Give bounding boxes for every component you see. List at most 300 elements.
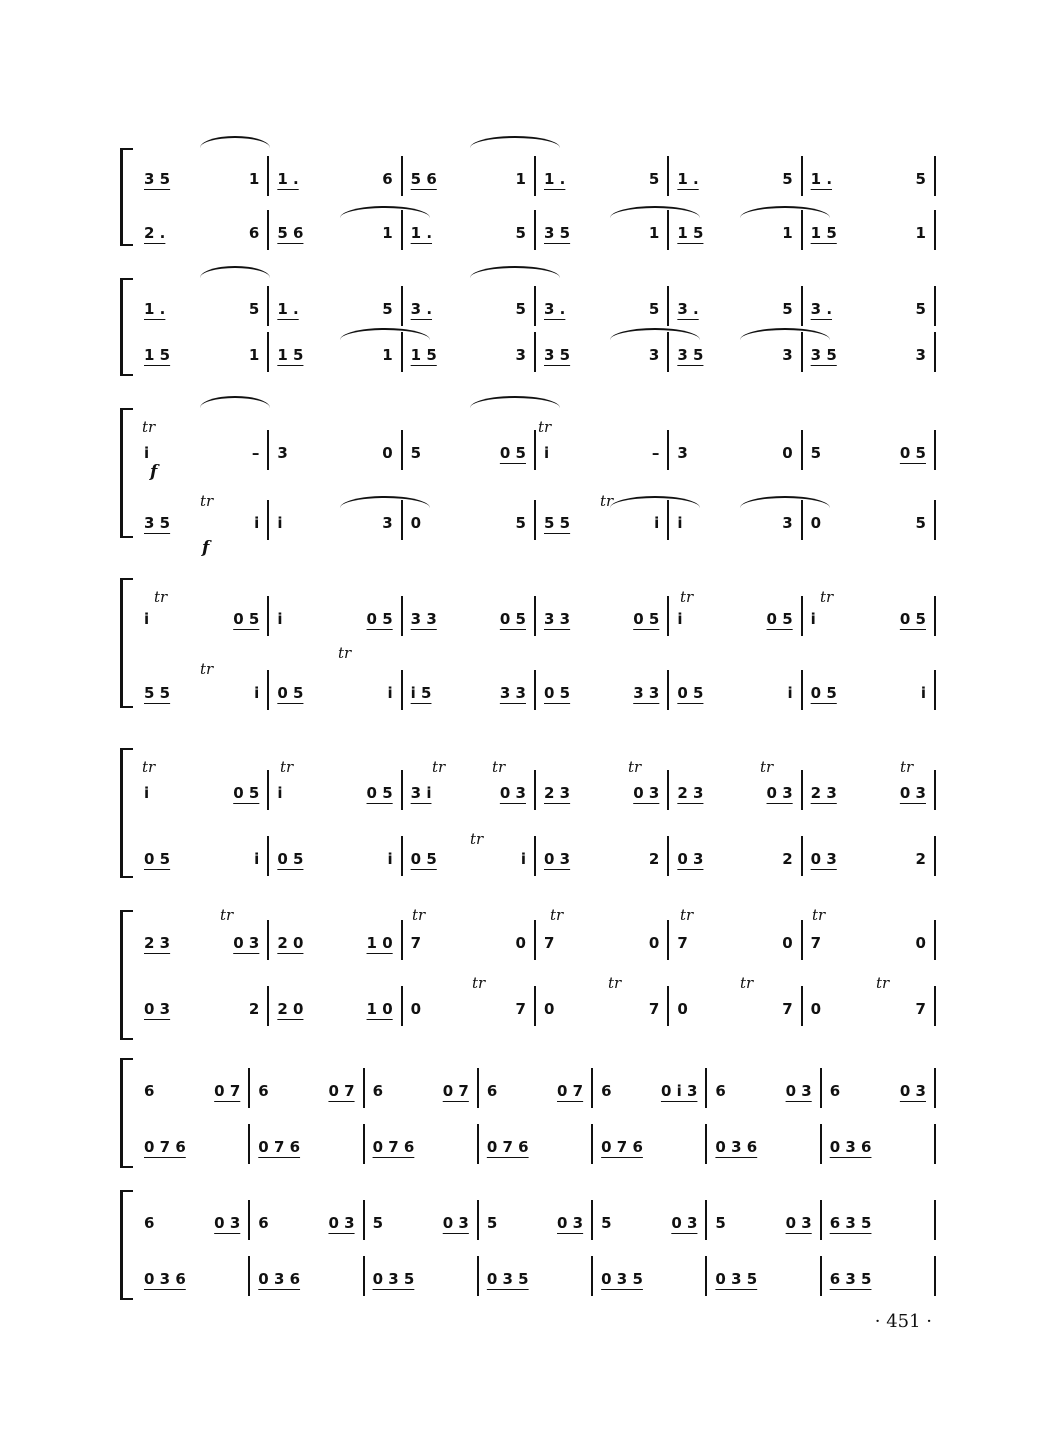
barline: [820, 1068, 822, 1108]
measure: [544, 928, 667, 958]
trill-mark: tr: [492, 758, 506, 776]
barline: [801, 920, 803, 960]
trill-mark: tr: [338, 644, 352, 662]
note-group: 3 5: [144, 170, 171, 188]
page-number: · 451 ·: [874, 1311, 932, 1332]
note-group: i: [144, 784, 150, 802]
note-group: i: [920, 684, 926, 702]
measure: [144, 1264, 248, 1294]
note-group: 6: [144, 1082, 155, 1100]
note-group: 0 3 5: [601, 1270, 643, 1288]
system-bracket: [120, 748, 133, 878]
measure: [144, 438, 267, 468]
note-group: i 5: [410, 684, 432, 702]
note-group: 0: [544, 1000, 555, 1018]
note-group: 7: [915, 1000, 926, 1018]
barline: [401, 770, 403, 810]
note-group: 0 3: [442, 1214, 469, 1232]
note-group: i: [520, 850, 526, 868]
note-group: i: [254, 514, 260, 532]
barline: [591, 1256, 593, 1296]
note-group: 5: [782, 300, 793, 318]
barline: [248, 1256, 250, 1296]
barline: [801, 286, 803, 326]
trill-mark: tr: [470, 830, 484, 848]
barline: [267, 286, 269, 326]
measure: [411, 604, 534, 634]
measure: [277, 164, 400, 194]
barline: [267, 770, 269, 810]
note-group: 3 3: [633, 684, 660, 702]
system-bracket: [120, 148, 133, 246]
note-group: 1 .: [144, 300, 166, 318]
trill-mark: tr: [538, 418, 552, 436]
barline: [363, 1256, 365, 1296]
note-group: 1 0: [366, 934, 393, 952]
measure: [544, 508, 667, 538]
note-group: 0: [810, 1000, 822, 1018]
top-staff: [134, 294, 935, 324]
note-group: 0: [515, 934, 526, 952]
forte-mark: f: [150, 462, 158, 482]
slur: [200, 266, 270, 278]
note-group: 0 3: [810, 850, 837, 868]
barline: [801, 836, 803, 876]
note-group: 5 6: [410, 170, 437, 188]
note-group: 2 0: [277, 934, 304, 952]
trill-mark: tr: [812, 906, 826, 924]
note-group: 6: [258, 1082, 269, 1100]
note-group: 0 5: [410, 850, 437, 868]
slur: [340, 328, 430, 340]
trill-mark: tr: [154, 588, 168, 606]
note-group: 6: [382, 170, 393, 188]
top-staff: [134, 164, 935, 194]
measure: [811, 164, 934, 194]
note-group: i: [787, 684, 793, 702]
measure: [544, 164, 667, 194]
trill-mark: tr: [142, 758, 156, 776]
note-group: 6: [372, 1082, 383, 1100]
note-group: 1: [382, 346, 393, 364]
note-group: 6: [715, 1082, 726, 1100]
note-group: 0 5: [544, 684, 571, 702]
score-system: [120, 408, 935, 558]
measure: [677, 928, 800, 958]
note-group: i: [387, 850, 393, 868]
note-group: 0 5: [233, 610, 260, 628]
score-system: [120, 278, 935, 376]
note-group: 0 5: [899, 610, 926, 628]
note-group: 5: [515, 300, 526, 318]
note-group: 3: [915, 346, 926, 364]
measure: [411, 844, 534, 874]
measure: [487, 1208, 591, 1238]
measure: [144, 218, 267, 248]
measure: [258, 1264, 362, 1294]
note-group: 1 .: [810, 170, 833, 188]
barline: [534, 430, 536, 470]
note-group: 1: [648, 224, 660, 242]
note-group: 0: [648, 934, 660, 952]
barline: [534, 770, 536, 810]
measure: [144, 294, 267, 324]
measure: [373, 1076, 477, 1106]
system-bracket: [120, 408, 133, 538]
barline: [667, 596, 669, 636]
note-group: 1 5: [277, 346, 304, 364]
measure: [144, 928, 267, 958]
note-group: 6: [248, 224, 260, 242]
system-bracket: [120, 910, 133, 1040]
bottom-staff: [134, 844, 935, 874]
measure: [830, 1208, 934, 1238]
measure: [258, 1208, 362, 1238]
note-group: 2: [782, 850, 793, 868]
note-group: 0 3: [899, 784, 926, 802]
note-group: 0 5: [499, 444, 526, 462]
measure: [811, 844, 934, 874]
note-group: 3: [277, 444, 288, 462]
barline: [667, 986, 669, 1026]
note-group: 6 3 5: [829, 1214, 872, 1232]
note-group: 0 3: [766, 784, 793, 802]
note-group: 3 3: [499, 684, 526, 702]
measure: [544, 340, 667, 370]
barline: [801, 986, 803, 1026]
barline: [801, 156, 803, 196]
barline: [534, 920, 536, 960]
barline: [934, 920, 936, 960]
barline: [591, 1124, 593, 1164]
note-group: 0 7: [328, 1082, 355, 1100]
note-group: 0 5: [366, 784, 393, 802]
note-group: i: [387, 684, 393, 702]
note-group: 5: [915, 514, 926, 532]
bottom-staff: [134, 994, 935, 1024]
note-group: 1: [248, 346, 260, 364]
note-group: 0 i 3: [660, 1082, 698, 1100]
score-system: [120, 906, 935, 1040]
note-group: 3 i: [410, 784, 432, 802]
barline: [477, 1200, 479, 1240]
note-group: 5: [601, 1214, 612, 1232]
note-group: i: [144, 444, 150, 462]
measure: [144, 340, 267, 370]
measure: [811, 778, 934, 808]
slur: [200, 396, 270, 408]
note-group: 1 5: [810, 224, 837, 242]
barline: [477, 1124, 479, 1164]
note-group: 2 3: [677, 784, 704, 802]
note-group: 5: [410, 444, 422, 462]
top-staff: [134, 604, 935, 634]
slur: [470, 396, 560, 408]
trill-mark: tr: [220, 906, 234, 924]
barline: [248, 1200, 250, 1240]
barline: [667, 836, 669, 876]
measure: [144, 508, 267, 538]
barline: [401, 286, 403, 326]
barline: [705, 1124, 707, 1164]
measure: [677, 508, 800, 538]
measure: [811, 928, 934, 958]
note-group: 0 5: [277, 684, 304, 702]
measure: [277, 604, 400, 634]
barline: [934, 1068, 936, 1108]
measure: [411, 164, 534, 194]
note-group: 2 3: [544, 784, 571, 802]
measure: [411, 340, 534, 370]
barline: [267, 156, 269, 196]
note-group: 1 5: [144, 346, 171, 364]
barline: [534, 210, 536, 250]
measure: [144, 678, 267, 708]
barline: [934, 1124, 936, 1164]
trill-mark: tr: [200, 492, 214, 510]
note-group: 0 3: [677, 850, 704, 868]
note-group: 3 5: [810, 346, 837, 364]
note-group: 3 5: [677, 346, 704, 364]
measure: [601, 1208, 705, 1238]
note-group: 0 3 5: [486, 1270, 529, 1288]
barline: [401, 920, 403, 960]
measure: [277, 778, 400, 808]
note-group: 0 5: [810, 684, 837, 702]
barline: [534, 286, 536, 326]
system-bracket: [120, 278, 133, 376]
slur: [740, 496, 830, 508]
measure: [544, 604, 667, 634]
note-group: i: [810, 610, 816, 628]
measure: [544, 294, 667, 324]
note-group: 0 5: [677, 684, 704, 702]
measure: [811, 438, 934, 468]
measure: [715, 1264, 819, 1294]
barline: [267, 500, 269, 540]
note-group: 7: [544, 934, 555, 952]
note-group: 6: [829, 1082, 841, 1100]
note-group: 6: [486, 1082, 498, 1100]
score-system: [120, 148, 935, 246]
slur: [740, 328, 830, 340]
barline: [934, 156, 936, 196]
note-group: 0: [382, 444, 393, 462]
note-group: 2 .: [144, 224, 166, 242]
measure: [544, 438, 667, 468]
barline: [534, 836, 536, 876]
barline: [267, 430, 269, 470]
note-group: 2: [915, 850, 926, 868]
note-group: i: [254, 850, 260, 868]
note-group: 7: [677, 934, 688, 952]
barline: [401, 596, 403, 636]
barline: [934, 670, 936, 710]
measure: [277, 294, 400, 324]
note-group: 5: [648, 300, 660, 318]
note-group: i: [144, 610, 150, 628]
trill-mark: tr: [680, 906, 694, 924]
measure: [144, 778, 267, 808]
score-system: [120, 748, 935, 878]
slur: [340, 206, 430, 218]
note-group: i: [277, 514, 283, 532]
barline: [934, 286, 936, 326]
note-group: 1 5: [410, 346, 437, 364]
barline: [934, 1256, 936, 1296]
barline: [801, 770, 803, 810]
measure: [373, 1132, 477, 1162]
trill-mark: tr: [628, 758, 642, 776]
measure: [411, 218, 534, 248]
measure: [411, 294, 534, 324]
barline: [934, 332, 936, 372]
forte-mark: f: [202, 538, 210, 558]
barline: [667, 670, 669, 710]
measure: [411, 678, 534, 708]
note-group: 3 3: [410, 610, 437, 628]
note-group: 0 7: [214, 1082, 241, 1100]
measure: [601, 1132, 705, 1162]
measure: [677, 844, 800, 874]
note-group: 5: [248, 300, 260, 318]
slur: [610, 206, 700, 218]
score-system: [120, 1058, 935, 1168]
note-group: 5: [715, 1214, 726, 1232]
measure: [544, 994, 667, 1024]
measure: [277, 218, 400, 248]
note-group: 0 5: [766, 610, 793, 628]
barline: [267, 920, 269, 960]
note-group: 5: [915, 170, 926, 188]
measure: [258, 1076, 362, 1106]
note-group: 7: [782, 1000, 793, 1018]
barline: [267, 670, 269, 710]
note-group: 0 5: [633, 610, 660, 628]
measure: [144, 164, 267, 194]
note-group: 1 .: [544, 170, 566, 188]
slur: [610, 496, 700, 508]
note-group: 1 5: [677, 224, 704, 242]
note-group: 6: [258, 1214, 269, 1232]
note-group: 0 7 6: [144, 1138, 186, 1156]
note-group: 1 .: [277, 300, 299, 318]
bottom-staff: [134, 1132, 935, 1162]
measure: [411, 778, 534, 808]
bottom-staff: [134, 508, 935, 538]
measure: [830, 1076, 934, 1106]
measure: [411, 994, 534, 1024]
score-system: [120, 1190, 935, 1300]
note-group: 0: [915, 934, 926, 952]
barline: [401, 836, 403, 876]
note-group: 1 .: [277, 170, 299, 188]
top-staff: [134, 778, 935, 808]
measure: [277, 928, 400, 958]
note-group: 0 3: [233, 934, 260, 952]
note-group: 6 3 5: [829, 1270, 872, 1288]
system-bracket: [120, 1190, 133, 1300]
note-group: 1 .: [677, 170, 699, 188]
note-group: 0: [782, 934, 793, 952]
note-group: 0 3: [499, 784, 526, 802]
note-group: 0 5: [144, 850, 171, 868]
barline: [667, 770, 669, 810]
note-group: 7: [648, 1000, 660, 1018]
note-group: 0: [677, 1000, 688, 1018]
barline: [705, 1200, 707, 1240]
barline: [267, 986, 269, 1026]
barline: [267, 332, 269, 372]
barline: [667, 920, 669, 960]
note-group: 3 3: [544, 610, 571, 628]
system-bracket: [120, 578, 133, 708]
barline: [934, 430, 936, 470]
trill-mark: tr: [900, 758, 914, 776]
note-group: i: [677, 610, 683, 628]
note-group: 2 3: [810, 784, 837, 802]
measure: [715, 1076, 819, 1106]
measure: [601, 1264, 705, 1294]
barline: [401, 986, 403, 1026]
barline: [534, 670, 536, 710]
note-group: 3 .: [810, 300, 833, 318]
measure: [544, 844, 667, 874]
barline: [667, 286, 669, 326]
note-group: 3: [515, 346, 526, 364]
slur: [610, 328, 700, 340]
measure: [830, 1264, 934, 1294]
note-group: 0 3: [214, 1214, 241, 1232]
top-staff: [134, 438, 935, 468]
barline: [267, 596, 269, 636]
barline: [248, 1068, 250, 1108]
note-group: 3: [782, 346, 793, 364]
trill-mark: tr: [740, 974, 754, 992]
barline: [534, 332, 536, 372]
measure: [811, 994, 934, 1024]
note-group: 0 7 6: [372, 1138, 415, 1156]
measure: [277, 508, 400, 538]
note-group: 0: [810, 514, 822, 532]
note-group: 0 5: [277, 850, 304, 868]
note-group: 2: [248, 1000, 260, 1018]
note-group: 5: [515, 514, 526, 532]
measure: [811, 340, 934, 370]
measure: [677, 778, 800, 808]
measure: [677, 438, 800, 468]
note-group: 3: [677, 444, 688, 462]
slur: [470, 266, 560, 278]
note-group: 0 5: [366, 610, 393, 628]
note-group: 7: [810, 934, 822, 952]
note-group: 5: [915, 300, 926, 318]
note-group: 0 3: [633, 784, 660, 802]
barline: [401, 156, 403, 196]
barline: [820, 1124, 822, 1164]
measure: [811, 604, 934, 634]
measure: [144, 604, 267, 634]
barline: [705, 1068, 707, 1108]
measure: [277, 678, 400, 708]
note-group: 5: [372, 1214, 383, 1232]
measure: [715, 1132, 819, 1162]
barline: [534, 596, 536, 636]
measure: [677, 164, 800, 194]
barline: [801, 596, 803, 636]
measure: [144, 844, 267, 874]
slur: [340, 496, 430, 508]
